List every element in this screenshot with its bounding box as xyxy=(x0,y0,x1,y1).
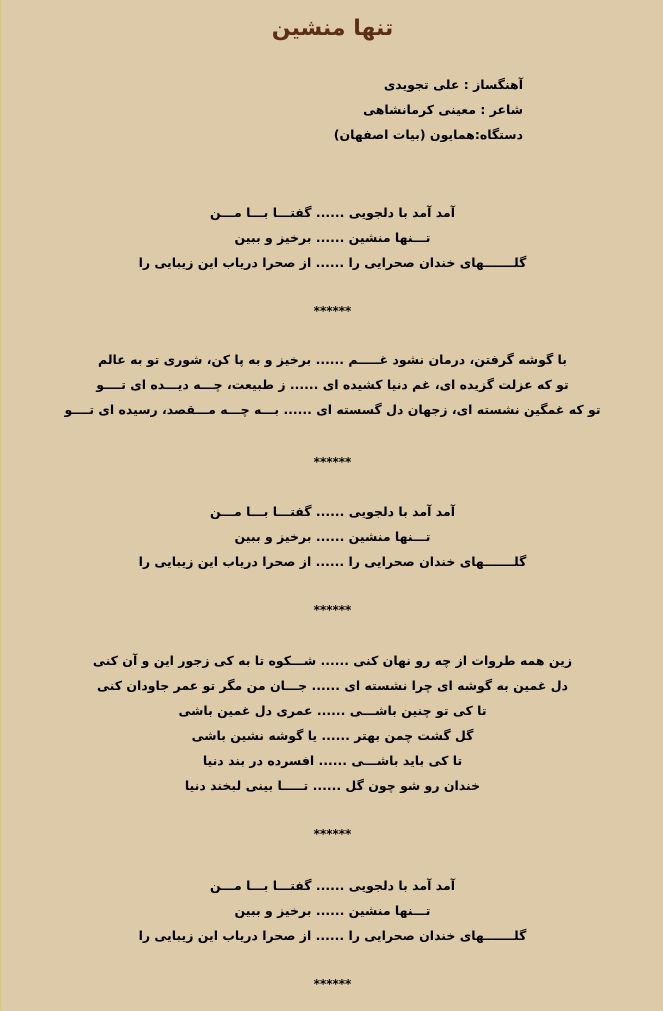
song-credits xyxy=(334,72,523,147)
stanza-3-line-2: تـــنها منشین ...... برخیز و ببین xyxy=(234,529,431,544)
poet-credit: شاعر : معینی کرمانشاهی xyxy=(363,102,523,117)
stanza-4-line-5: تا کی باید باشـــی ...... افسرده در بند دنیا xyxy=(202,753,463,768)
separator: ****** xyxy=(313,304,352,318)
stanza-3-line-3: گلـــــــهای خندان صحرایی را ...... از صحرا دریاب این زیبایی را xyxy=(138,554,527,569)
stanza-4-line-4: گل گشت چمن بهتر ...... یا گوشه نشین باشی xyxy=(191,728,474,743)
separator: ****** xyxy=(313,603,352,617)
stanza-5-line-2: تـــنها منشین ...... برخیز و ببین xyxy=(234,903,431,918)
stanza-3-line-1: آمد آمد با دلجویی ...... گفتـــا بـــا مـــن xyxy=(209,504,455,519)
stanza-5-line-1: آمد آمد با دلجویی ...... گفتـــا بـــا مـــن xyxy=(209,878,455,893)
stanza-2-line-2: تو که عزلت گزیده ای، غم دنیا کشیده ای ...... ز طبیعت، چـــه دیـــده ای تــــو xyxy=(96,377,569,392)
dastgah-credit: دستگاه:همایون (بیات اصفهان) xyxy=(333,127,523,142)
page-title: تنها منشین xyxy=(271,16,394,41)
stanza-4-line-3: تا کی تو چنین باشـــی ...... عمری دل غمین باشی xyxy=(178,703,487,718)
stanza-1-line-3: گلـــــــهای خندان صحرایی را ...... از صحرا دریاب این زیبایی را xyxy=(138,255,527,270)
stanza-4-line-1: زین همه طروات از چه رو نهان کنی ...... شـــکوه تا به کی زجور این و آن کنی xyxy=(92,653,573,668)
separator: ****** xyxy=(313,827,352,841)
stanza-1-line-1: آمد آمد با دلجویی ...... گفتـــا بـــا مـــن xyxy=(209,205,455,220)
separator: ****** xyxy=(313,455,352,469)
stanza-4-line-2: دل غمین به گوشه ای چرا نشسته ای ...... جـــان من مگر تو عمر جاودان کنی xyxy=(97,678,568,693)
separator: ****** xyxy=(313,977,352,991)
stanza-2-line-1: با گوشه گرفتن، درمان نشود غـــــم ...... برخیز و به پا کن، شوری تو به عالم xyxy=(98,352,567,367)
composer-credit: آهنگساز : علی تجویدی xyxy=(383,77,523,92)
stanza-4-line-6: خندان رو شو چون گل ...... تـــــا بینی لبخند دنیا xyxy=(184,778,481,793)
stanza-2-line-3: تو که غمگین نشسته ای، زجهان دل گسسته ای ...... بـــه چـــه مـــقصد، رسیده ای تــــو xyxy=(64,402,601,417)
stanza-5-line-3: گلـــــــهای خندان صحرایی را ...... از صحرا دریاب این زیبایی را xyxy=(138,928,527,943)
stanza-1-line-2: تـــنها منشین ...... برخیز و ببین xyxy=(234,230,431,245)
